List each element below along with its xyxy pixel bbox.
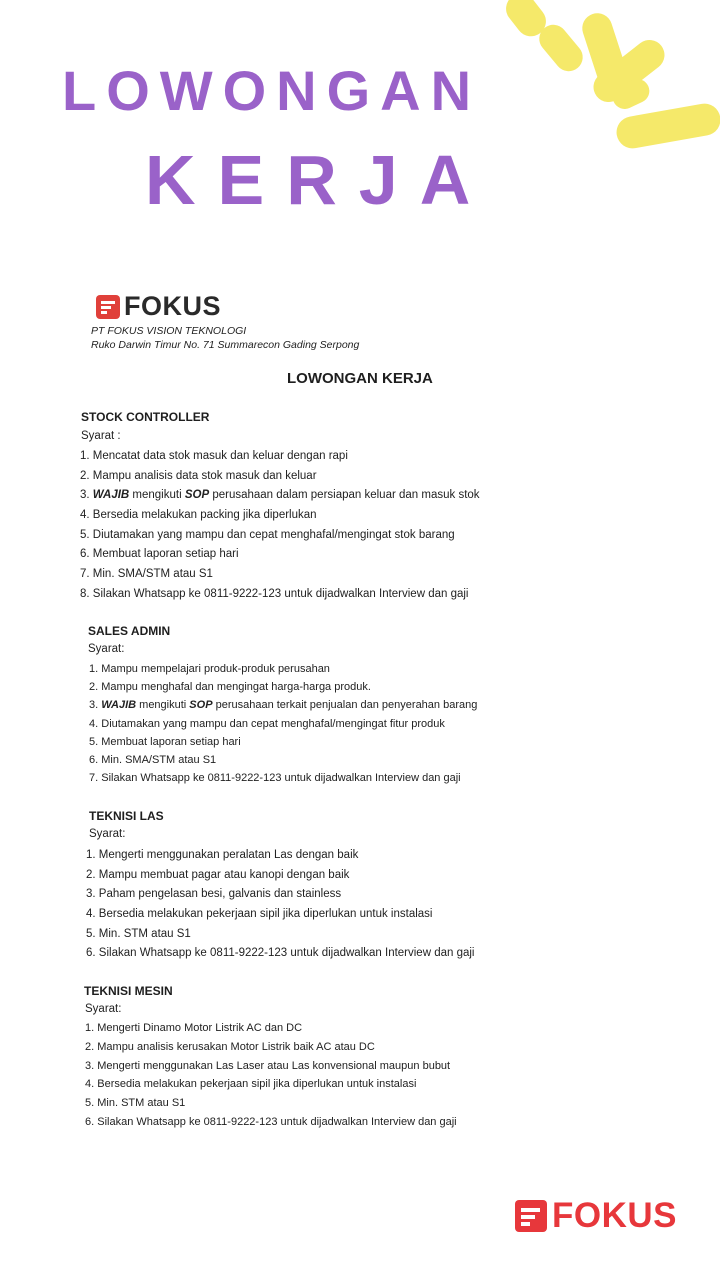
list-item: 3. Paham pengelasan besi, galvanis dan stainless [86, 888, 342, 901]
fokus-logo-icon [515, 1200, 547, 1232]
list-item: 5. Min. STM atau S1 [85, 1097, 186, 1110]
sun-ray-decoration [614, 101, 720, 151]
syarat-label: Syarat: [89, 828, 126, 840]
section-title-stock-controller: STOCK CONTROLLER [81, 410, 210, 424]
list-item: 5. Min. STM atau S1 [86, 927, 191, 940]
list-item: 6. Silakan Whatsapp ke 0811-9222-123 untuk dijadwalkan Interview dan gaji [86, 947, 475, 960]
document-title: LOWONGAN KERJA [287, 370, 433, 387]
company-address: Ruko Darwin Timur No. 71 Summarecon Gading Serpong [91, 339, 360, 351]
syarat-label: Syarat: [88, 643, 125, 655]
list-item: 3. Mengerti menggunakan Las Laser atau Las konvensional maupun bubut [85, 1059, 451, 1072]
list-item: 2. Mampu analisis kerusakan Motor Listrik baik AC atau DC [85, 1040, 375, 1053]
list-item: 5. Diutamakan yang mampu dan cepat menghafal/mengingat stok barang [80, 528, 455, 541]
list-item: 4. Bersedia melakukan packing jika diperlukan [80, 509, 317, 522]
hero-title-line1: LOWONGAN [62, 59, 482, 122]
list-item: 2. Mampu membuat pagar atau kanopi dengan baik [86, 868, 350, 881]
company-info [91, 324, 359, 352]
requirements-list [89, 660, 477, 787]
list-item: 7. Min. SMA/STM atau S1 [80, 568, 213, 581]
requirements-list [80, 447, 480, 605]
hero-title-line2: KERJA [145, 141, 493, 219]
logo-text: FOKUS [552, 1196, 677, 1235]
syarat-label: Syarat : [81, 430, 121, 442]
section-title-teknisi-las: TEKNISI LAS [89, 809, 164, 823]
section-title-teknisi-mesin: TEKNISI MESIN [84, 984, 173, 998]
list-item: 1. Mampu mempelajari produk-produk perusahan [89, 663, 330, 675]
list-item: 2. Mampu menghafal dan mengingat harga-harga produk. [89, 681, 371, 694]
list-item: 1. Mengerti menggunakan peralatan Las dengan baik [86, 849, 359, 861]
syarat-label: Syarat: [85, 1003, 122, 1015]
list-item: 4. Bersedia melakukan pekerjaan sipil jika diperlukan untuk instalasi [86, 908, 433, 921]
list-item: 1. Mencatat data stok masuk dan keluar dengan rapi [80, 450, 348, 462]
requirements-list [86, 846, 475, 964]
fokus-logo-icon [96, 295, 120, 319]
list-item: 4. Diutamakan yang mampu dan cepat menghafal/mengingat fitur produk [89, 717, 445, 730]
company-logo [96, 291, 221, 322]
company-name: PT FOKUS VISION TEKNOLOGI [91, 325, 247, 337]
list-item: 6. Silakan Whatsapp ke 0811-9222-123 untuk dijadwalkan Interview dan gaji [85, 1115, 457, 1128]
list-item: 4. Bersedia melakukan pekerjaan sipil jika diperlukan untuk instalasi [85, 1078, 417, 1091]
list-item: 1. Mengerti Dinamo Motor Listrik AC dan DC [85, 1022, 303, 1034]
list-item: 5. Membuat laporan setiap hari [89, 735, 241, 748]
logo-text: FOKUS [124, 291, 221, 321]
list-item: 6. Membuat laporan setiap hari [80, 548, 239, 561]
section-title-sales-admin: SALES ADMIN [88, 624, 171, 638]
requirements-list [85, 1019, 457, 1132]
list-item: 7. Silakan Whatsapp ke 0811-9222-123 untuk dijadwalkan Interview dan gaji [89, 772, 461, 785]
footer-logo [515, 1196, 677, 1236]
list-item: 3. WAJIB mengikuti SOP perusahaan dalam persiapan keluar dan masuk stok [80, 489, 480, 502]
list-item: 6. Min. SMA/STM atau S1 [89, 753, 217, 766]
list-item: 3. WAJIB mengikuti SOP perusahaan terkait penjualan dan penyerahan barang [89, 699, 478, 712]
list-item: 2. Mampu analisis data stok masuk dan keluar [80, 469, 317, 482]
list-item: 8. Silakan Whatsapp ke 0811-9222-123 untuk dijadwalkan Interview dan gaji [80, 587, 469, 600]
